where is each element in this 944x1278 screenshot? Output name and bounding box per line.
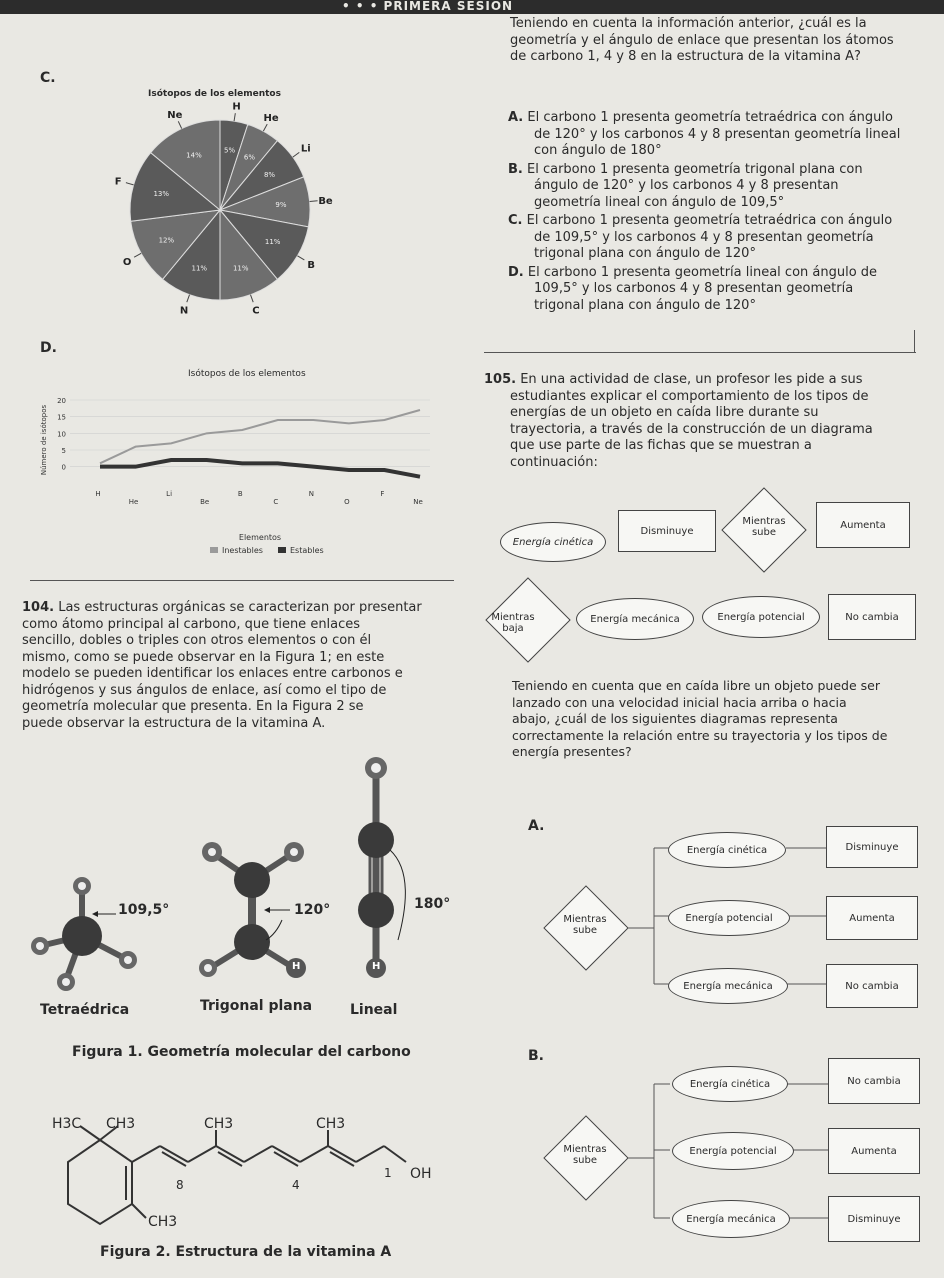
pie-leader-line [250,295,253,303]
diagram-a-letter: A. [528,818,545,834]
pie-value-label: 6% [243,153,256,162]
card-energia-potencial: Energía potencial [702,596,820,638]
x-tick-label: F [380,490,385,498]
legend-label: Inestables [222,546,263,555]
y-tick-label: 0 [61,463,66,472]
carbon-4-label: 4 [292,1178,300,1192]
x-axis-label: Elementos [238,533,282,542]
pie-category-label: Li [300,143,311,155]
pie-value-label: 14% [186,151,202,160]
option-line: trigonal plana con ángulo de 120° [534,246,756,261]
option-c-letter: C. [40,70,56,86]
diagram-a-energy-2: Energía potencial [668,900,790,936]
x-tick-label: Li [166,490,173,498]
q103-option-b[interactable] [508,162,918,212]
pie-value-label: 9% [275,201,287,210]
line-title: Isótopos de los elementos [188,369,306,379]
tetrahedral-model [31,877,137,991]
q103-intro-line: de carbono 1, 4 y 8 en la estructura de la vitamina A? [510,49,861,64]
question-line: Teniendo en cuenta que en caída libre un objeto puede ser [512,678,880,693]
pie-leader-line [126,183,134,185]
series-line-inestables [100,410,420,463]
h-atom-label: H [372,961,381,972]
option-line: El carbono 1 presenta geometría lineal con ángulo de [527,264,878,280]
pie-value-label: 5% [224,146,236,155]
option-letter: D. [508,264,524,280]
q105-line: energías de un objeto en caída libre durante su [510,405,819,420]
pie-category-label: H [232,101,241,113]
header-title: • • • PRIMERA SESIÓN [342,0,514,13]
pie-category-label: C [252,305,260,317]
diagram-b-letter: B. [528,1048,544,1064]
y-axis-label: Número de isótopos [40,404,48,476]
x-tick-label: H [95,490,101,498]
angle-linear: 180° [414,896,451,912]
legend-label: Estables [290,546,324,555]
label-linear: Lineal [350,1002,398,1018]
pie-category-label: He [263,113,279,125]
oh-label: OH [410,1166,432,1182]
figure-2-vitamin-a [40,1100,460,1260]
q104-line: como átomo principal al carbono, que tiene enlaces [22,616,361,632]
q104-line: puede observar la estructura de la vitamina A. [22,715,326,731]
pie-leader-line [134,253,141,257]
question-line: lanzado con una velocidad inicial hacia arriba o hacia [512,694,847,710]
linear-model [358,757,405,978]
carbon-1-label: 1 [384,1166,392,1180]
x-tick-label: B [237,490,243,498]
angle-tetrahedral: 109,5° [118,902,170,918]
q103-intro-line: Teniendo en cuenta la información anterior, ¿cuál es la [510,16,867,31]
x-tick-label: O [344,498,350,506]
option-line: geometría lineal con ángulo de 109,5° [534,194,785,210]
q103-intro [510,16,930,66]
card-disminuye: Disminuye [618,510,716,552]
pie-leader-line [310,201,318,202]
pie-leader-line [178,121,181,128]
q105-line: estudiantes explicar el comportamiento de los tipos de [510,388,869,404]
q103-options [508,110,918,314]
y-tick-label: 15 [57,413,66,422]
q105-number: 105. [484,372,517,387]
q105-text [484,372,924,471]
pie-category-label: Ne [167,110,183,122]
pie-value-label: 13% [153,189,170,198]
q104-line: modelo se pueden identificar los enlaces entre carbonos e [22,666,403,681]
q105-line: En una actividad de clase, un profesor les pide a sus [520,372,863,387]
pie-title: Isótopos de los elementos [148,89,281,99]
option-line: El carbono 1 presenta geometría tetraédrica con ángulo [526,213,893,228]
card-energia-mecanica: Energía mecánica [576,598,694,640]
diagram-b-center: Mientras sube [563,1144,607,1166]
y-tick-label: 5 [61,447,66,455]
label-tetrahedral: Tetraédrica [40,1002,130,1018]
h3c-label: H3C [52,1116,82,1132]
option-line: El carbono 1 presenta geometría tetraédrica con ángulo [527,110,893,125]
card-energia-cinetica: Energía cinética [500,522,606,562]
card-mientras-baja: Mientras baja [491,612,535,634]
q104-line: hidrógenos y sus ángulos de enlace, así como el tipo de [22,682,387,698]
pie-leader-line [234,113,235,121]
q105-question [512,678,932,761]
figure-1-geometry [20,750,460,1030]
ch3-label: CH3 [316,1116,346,1132]
card-aumenta: Aumenta [816,502,910,548]
pie-chart [100,100,360,320]
trigonal-model [199,842,306,978]
figure-2-caption [100,1244,391,1260]
divider [914,330,915,352]
option-line: de 109,5° y los carbonos 4 y 8 presentan geometría [534,229,874,245]
pie-leader-line [263,124,267,131]
q104-line: geometría molecular que presenta. En la Figura 2 se [22,699,364,714]
option-letter: A. [508,110,524,125]
diagram-a-result-2: Aumenta [826,896,918,940]
q103-intro-line: geometría y el ángulo de enlace que presentan los átomos [510,32,894,48]
divider [484,352,916,353]
diagram-a-center: Mientras sube [563,914,607,936]
ch3-label: CH3 [106,1116,136,1132]
y-tick-label: 10 [57,430,66,439]
q104-text [22,600,452,732]
pie-leader-line [187,295,190,303]
x-tick-label: He [128,498,139,506]
question-line: energía presentes? [512,744,632,759]
q103-option-c[interactable] [508,213,918,263]
option-line: ángulo de 120° y los carbonos 4 y 8 presentan [534,178,839,193]
legend-swatch [210,547,218,553]
carbon-8-label: 8 [176,1178,184,1192]
x-tick-label: C [273,498,279,506]
pie-value-label: 11% [232,264,249,273]
diagram-b-energy-1: Energía cinética [672,1066,788,1102]
q103-option-a[interactable] [508,110,918,160]
line-chart [30,380,450,570]
diagram-b-result-2: Aumenta [828,1128,920,1174]
legend-swatch [278,547,286,553]
label-trigonal: Trigonal plana [200,998,313,1014]
angle-trigonal: 120° [294,902,331,918]
pie-category-label: Be [318,196,333,208]
diagram-a-energy-3: Energía mecánica [668,968,788,1004]
y-tick-label: 20 [57,397,66,405]
pie-value-label: 11% [264,238,281,247]
x-tick-label: Ne [413,498,423,506]
page-header [0,0,944,14]
ch3-label: CH3 [148,1214,178,1230]
pie-value-label: 12% [158,236,175,245]
pie-leader-line [293,152,299,157]
x-tick-label: Be [200,498,210,506]
option-letter: B. [508,161,523,177]
option-line: 109,5° y los carbonos 4 y 8 presentan geometría [534,281,854,296]
diagram-b-result-3: Disminuye [828,1196,920,1242]
q104-line: mismo, como se puede observar en la Figura 1; en este [22,649,385,665]
pie-category-label: N [179,305,189,317]
pie-value-label: 11% [191,264,208,273]
q105-line: continuación: [510,454,598,470]
card-mientras-sube: Mientras sube [742,516,786,538]
pie-leader-line [297,256,304,260]
q105-line: que use parte de las fichas que se muestran a [510,438,812,453]
option-line: El carbono 1 presenta geometría trigonal plana con [527,161,863,177]
diagram-a-result-3: No cambia [826,964,918,1008]
option-line: trigonal plana con ángulo de 120° [534,297,756,313]
figure-1-caption [72,1044,411,1060]
option-letter: C. [508,213,523,228]
pie-category-label: F [114,176,122,188]
diagram-b-energy-2: Energía potencial [672,1132,794,1170]
h-atom-label: H [292,961,301,972]
option-line: de 120° y los carbonos 4 y 8 presentan geometría lineal [534,126,901,142]
q104-line: Las estructuras orgánicas se caracterizan por presentar [58,600,422,615]
option-line: con ángulo de 180° [534,143,662,158]
card-no-cambia: No cambia [828,594,916,640]
divider [30,580,454,581]
caption-text: Figura 1. Geometría molecular del carbono [72,1044,411,1060]
diagram-a-energy-1: Energía cinética [668,832,786,868]
pie-value-label: 8% [263,171,276,180]
option-d-letter: D. [40,340,57,356]
x-tick-label: N [308,490,314,498]
caption-text: Figura 2. Estructura de la vitamina A [100,1244,392,1260]
ch3-label: CH3 [204,1116,234,1132]
diagram-b-result-1: No cambia [828,1058,920,1104]
diagram-b-energy-3: Energía mecánica [672,1200,790,1238]
q103-option-d[interactable] [508,265,918,315]
diagram-a-result-1: Disminuye [826,826,918,868]
series-line-estables [100,460,420,477]
question-line: abajo, ¿cuál de los siguientes diagramas representa [512,711,838,726]
q105-line: trayectoria, a través de la construcción de un diagrama [510,421,873,437]
q104-line: sencillo, dobles o triples con otros elementos o con él [22,633,372,648]
q104-number: 104. [22,600,55,615]
pie-category-label: B [307,259,316,271]
pie-category-label: O [122,257,132,269]
question-line: correctamente la relación entre su trayectoria y los tipos de [512,727,888,743]
